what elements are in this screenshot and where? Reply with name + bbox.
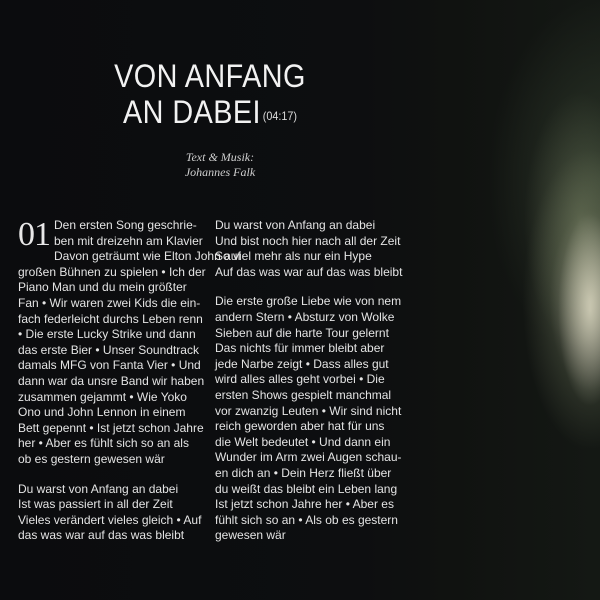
lyric-line: Davon geträumt wie Elton John auf <box>54 249 241 264</box>
lyric-line: Sieben auf die harte Tour gelernt <box>215 325 389 340</box>
cover-photo <box>430 0 600 600</box>
lyric-line: Auf das was war auf das was bleibt <box>215 264 403 279</box>
lyric-line: • Die erste Lucky Strike und dann <box>18 327 196 342</box>
lyrics-right-column <box>215 218 415 558</box>
lyric-line: dann war da unsre Band wir haben <box>18 373 205 388</box>
lyric-line: fühlt sich so an • Als ob es gestern <box>215 512 398 527</box>
verse-2-text <box>215 294 415 544</box>
lyric-line: Das nichts für immer bleibt aber <box>215 341 385 356</box>
lyric-line: ersten Shows gespielt manchmal <box>215 387 392 402</box>
lyric-line: das was war auf das was bleibt <box>18 528 185 543</box>
lyric-line: Und bist noch hier nach all der Zeit <box>215 233 401 248</box>
lyric-line: zusammen gejammt • Wie Yoko <box>18 389 187 404</box>
song-duration: (04:17) <box>262 109 298 123</box>
lyric-line: Piano Man und du mein größter <box>18 280 187 295</box>
lyric-line: großen Bühnen zu spielen • Ich der <box>18 264 206 279</box>
lyric-line: das erste Bier • Unser Soundtrack <box>18 342 199 357</box>
song-title <box>75 58 345 134</box>
lyric-line: ob es gestern gewesen wär <box>18 451 165 466</box>
lyric-line: Den ersten Song geschrie- <box>54 218 197 232</box>
lyric-line: Wunder im Arm zwei Augen schau- <box>215 450 402 465</box>
lyric-line: reich geworden aber hat für uns <box>215 419 385 434</box>
lyric-line: andern Stern • Absturz von Wolke <box>215 309 395 324</box>
lyric-line: Du warst von Anfang an dabei <box>18 481 179 496</box>
lyric-line: fach federleicht durchs Leben renn <box>18 311 203 326</box>
lyric-line: Bett gepennt • Ist jetzt schon Jahre <box>18 420 204 435</box>
lyric-line: ben mit dreizehn am Klavier <box>54 233 203 248</box>
lyric-line: Ono und John Lennon in einem <box>18 405 186 420</box>
lyric-line: wird alles alles geht vorbei • Die <box>215 372 385 387</box>
lyrics-left-column <box>18 216 241 558</box>
lyric-line: Du warst von Anfang an dabei <box>215 218 376 232</box>
lyric-line: So viel mehr als nur ein Hype <box>215 249 372 264</box>
lyric-line: Ist jetzt schon Jahre her • Aber es <box>215 497 394 512</box>
song-title-line-2-text: AN DABEI <box>122 94 262 130</box>
chorus-2-text <box>18 482 208 544</box>
chorus-1-text <box>215 218 415 280</box>
lyric-line: vor zwanzig Leuten • Wir sind nicht <box>215 403 402 418</box>
verse-1-text <box>18 218 241 468</box>
chorus-2 <box>18 482 208 544</box>
lyric-line: du weißt das bleibt ein Leben lang <box>215 481 398 496</box>
lyric-line: Vieles verändert vieles gleich • Auf <box>18 512 202 527</box>
credits-name: Johannes Falk <box>184 165 256 179</box>
lyric-line: damals MFG von Fanta Vier • Und <box>18 358 201 373</box>
verse-2 <box>215 294 415 544</box>
lyric-line: die Welt bedeutet • Und dann ein <box>215 434 391 449</box>
lyric-line: Fan • Wir waren zwei Kids die ein- <box>18 295 201 310</box>
track-number: 01 <box>18 216 50 253</box>
lyric-line: en dich an • Dein Herz fließt über <box>215 465 392 480</box>
verse-1 <box>18 216 241 468</box>
song-title-line-1: VON ANFANG <box>114 58 306 94</box>
credits-label: Text & Musik: <box>185 150 255 164</box>
lyric-line: Ist was passiert in all der Zeit <box>18 497 173 512</box>
credits <box>150 150 290 180</box>
lyric-line: jede Narbe zeigt • Dass alles gut <box>215 356 389 371</box>
lyric-line: Die erste große Liebe wie von nem <box>215 294 402 309</box>
lyric-line: her • Aber es fühlt sich so an als <box>18 436 189 451</box>
lyric-line: gewesen wär <box>215 528 286 543</box>
chorus-1 <box>215 218 415 280</box>
song-title-line-2 <box>75 94 345 134</box>
